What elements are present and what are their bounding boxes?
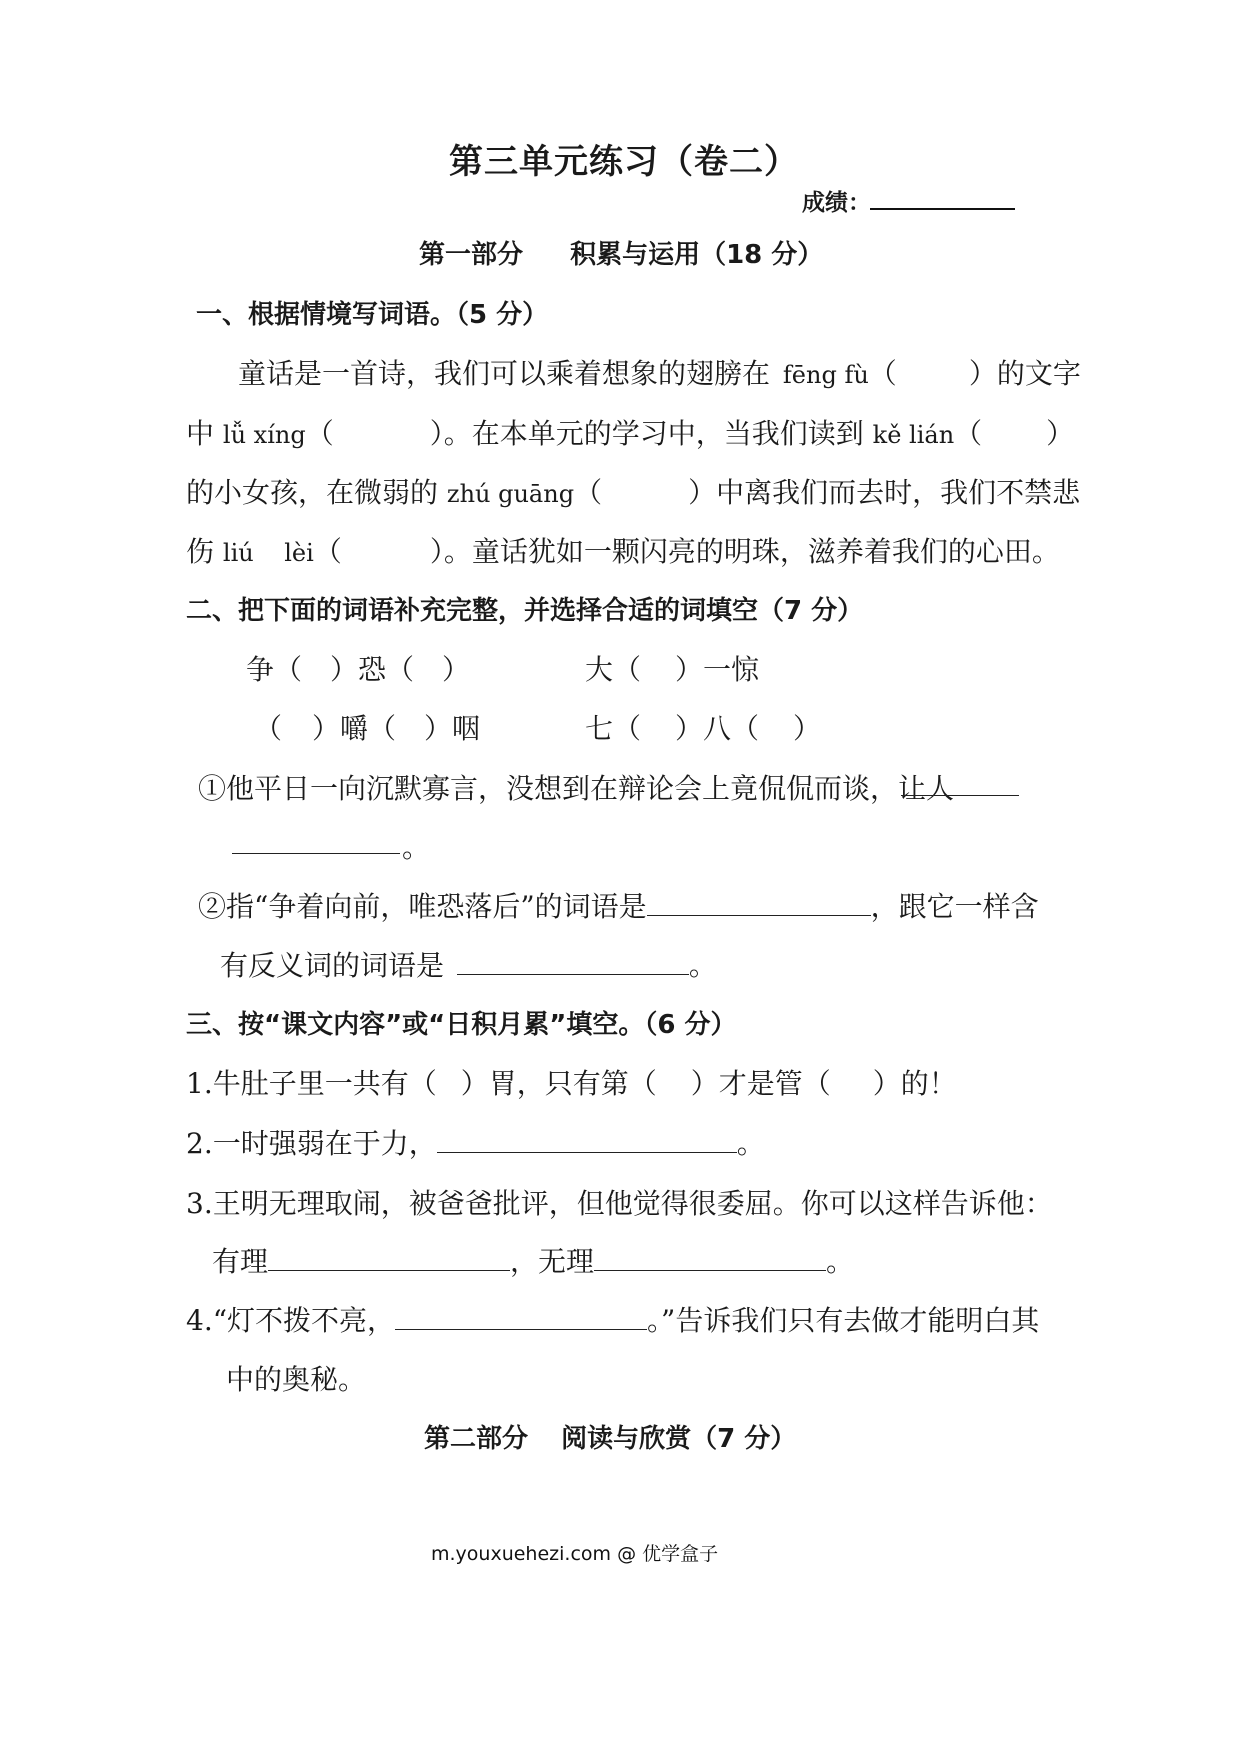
word-text: ） [442,653,471,686]
pinyin-zhu-guang: zhú guāng [446,480,575,508]
item-text: 。 [736,1127,765,1160]
answer-paren-1[interactable]: （ [868,357,897,390]
pinyin-feng-fu: fēng fù [782,361,869,389]
sec1-line-1 [238,352,1081,392]
word-text: 争（ [246,653,303,686]
sec3-item-3: 3.王明无理取闹，被爸爸批评，但他觉得很委屈。你可以这样告诉他： [186,1187,1053,1220]
sec1-text: 伤 [186,535,215,568]
pinyin-ke-lian: kě lián [872,421,955,449]
part2-heading [424,1418,796,1455]
sec1-text: ）。在本单元的学习中，当我们读到 [429,417,864,450]
answer-blank-i3a[interactable] [268,1246,510,1271]
word-text: ）一惊 [675,653,760,686]
sec2-question-1 [198,767,954,807]
item-text: ，无理 [510,1245,595,1278]
word-text: （ [254,712,283,745]
word-da-jing[interactable] [585,648,759,688]
part1-heading [419,234,823,271]
answer-blank-i4[interactable] [395,1305,647,1330]
sec3-item-4 [186,1299,1039,1339]
answer-paren-4[interactable]: （ [574,476,603,509]
word-zheng-kong[interactable] [246,648,470,688]
answer-paren-5[interactable]: （ [313,535,342,568]
item-text: 2.一时强弱在于力， [186,1127,437,1160]
pinyin-lv-xing: lǚ xíng [222,421,306,449]
item-text: 。”告诉我们只有去做才能明白其 [647,1304,1040,1337]
sec1-line-3 [186,471,1080,511]
item-text: 1.牛肚子里一共有（ [186,1067,437,1100]
word-text: ）嚼（ [312,712,397,745]
question-text: 有反义词的词语是 [220,949,445,982]
sec1-text: 童话是一首诗，我们可以乘着想象的翅膀在 [238,357,771,390]
answer-blank-q2b[interactable] [457,950,689,975]
word-text: ）恐（ [330,653,415,686]
sec3-item-3-answers [212,1240,854,1280]
question-text: ①他平日一向沉默寡言，没想到在辩论会上竟侃侃而谈，让人 [198,772,955,805]
footer-watermark: m.youxuehezi.com @ 优学盒子 [431,1543,719,1565]
answer-blank-i2[interactable] [437,1128,737,1153]
sec3-item-4-cont: 中的奥秘。 [226,1363,367,1396]
sec3-heading: 三、按“课文内容”或“日积月累”填空。（6 分） [186,1010,737,1040]
sec1-heading: 一、根据情境写词语。（5 分） [196,300,549,330]
sec2-question-2-cont [220,944,717,984]
sec3-item-1 [186,1062,957,1102]
answer-blank-q1b[interactable] [232,853,400,854]
item-text: 。 [826,1245,855,1278]
part1-heading-a: 第一部分 [419,240,524,270]
score-blank[interactable] [870,208,1015,210]
part1-heading-b: 积累与运用（18 分） [570,240,824,270]
word-text: ）咽 [424,712,481,745]
sec3-item-2 [186,1122,765,1162]
item-text: ）胃，只有第（ [460,1067,657,1100]
item-text: ）的！ [872,1067,957,1100]
answer-paren-2[interactable]: （ [305,417,334,450]
part2-heading-b: 阅读与欣赏（7 分） [561,1424,797,1454]
word-qi-ba[interactable] [585,707,821,747]
answer-blank-i3b[interactable] [594,1246,826,1271]
question-text: ，跟它一样含 [870,890,1039,923]
score-label-text: 成绩： [802,190,871,216]
item-text: 有理 [212,1245,269,1278]
sec1-line-4 [186,530,1060,570]
sec1-text: 中 [186,417,215,450]
word-text: ）八（ [675,712,760,745]
word-text: 七（ [585,712,642,745]
page-title: 第三单元练习（卷二） [449,142,799,182]
word-jiao-yan[interactable] [254,707,480,747]
sec1-text: ）。童话犹如一颗闪亮的明珠，滋养着我们的心田。 [429,535,1060,568]
answer-blank-q2a[interactable] [647,891,871,916]
answer-blank-q1a[interactable] [901,795,1019,796]
item-text: 4.“灯不拨不亮， [186,1304,396,1337]
word-text: ） [793,712,822,745]
question-end: 。 [402,831,431,864]
part2-heading-a: 第二部分 [424,1424,529,1454]
sec1-text: ）中离我们而去时，我们不禁悲 [688,476,1081,509]
score-label [802,184,871,217]
sec2-question-2 [198,885,1039,925]
sec1-line-2: 中 lǚ xíng（ ）。在本单元的学习中，当我们读到 kě lián（ ） [186,417,1075,450]
item-text: ）才是管（ [690,1067,831,1100]
word-text: 大（ [585,653,642,686]
sec1-text: 的小女孩，在微弱的 [186,476,439,509]
sec2-heading: 二、把下面的词语补充完整，并选择合适的词填空（7 分） [186,596,864,626]
question-text: ②指“争着向前，唯恐落后”的词语是 [198,890,647,923]
sec1-text: ）的文字 [968,357,1081,390]
pinyin-liu-lei: liú lèi [222,539,314,567]
answer-paren-3[interactable]: （ [954,417,983,450]
question-text: 。 [688,949,717,982]
